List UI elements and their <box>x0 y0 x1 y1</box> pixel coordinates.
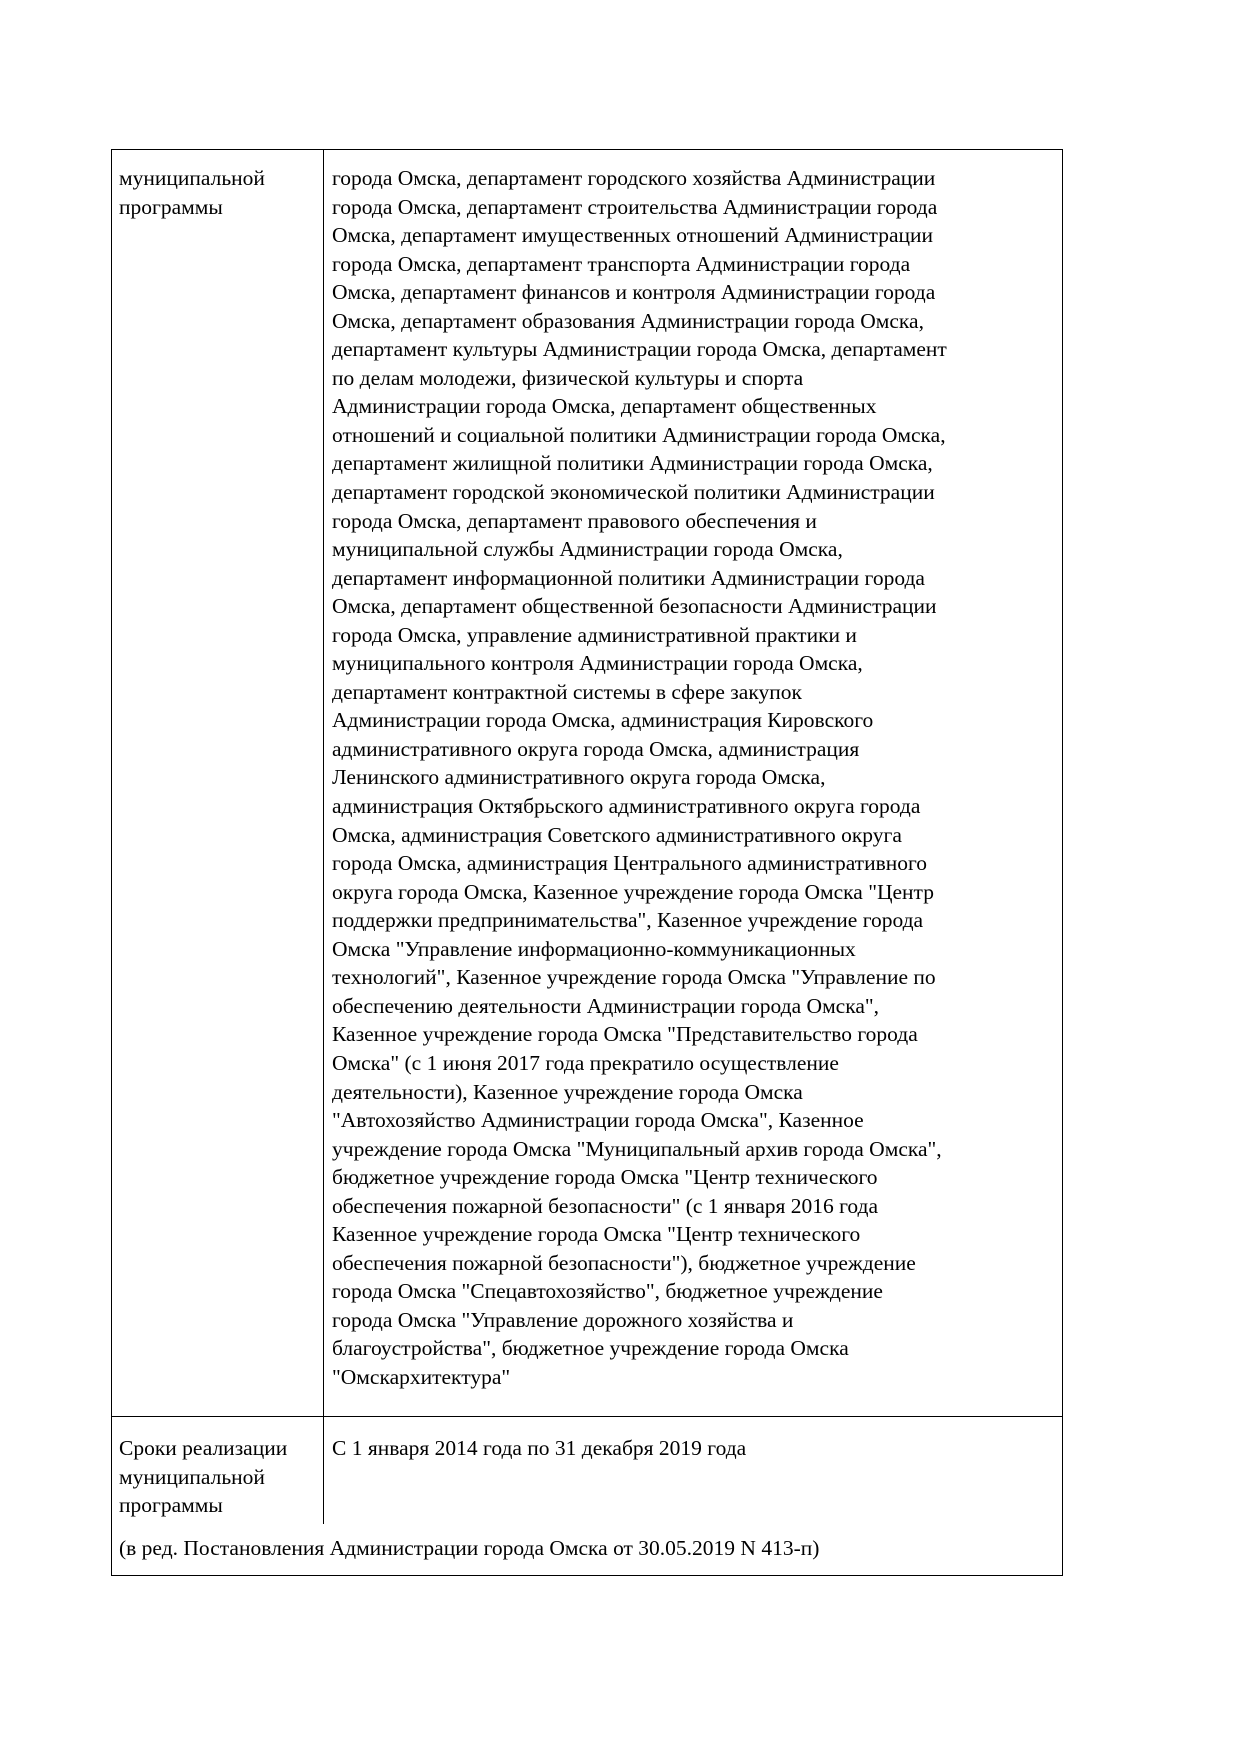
terms-label-line: Сроки реализации <box>119 1436 288 1460</box>
executors-text-line: города Омска, администрация Центрального административного <box>332 851 928 876</box>
executors-text-line: департамент городской экономической политики Администрации <box>332 480 935 505</box>
executors-label-line: программы <box>119 194 223 219</box>
executors-text-line: Администрации города Омска, департамент общественных <box>332 394 877 419</box>
executors-text-line: округа города Омска, Казенное учреждение города Омска "Центр <box>332 879 934 904</box>
executors-text-line: бюджетное учреждение города Омска "Центр технического <box>332 1165 878 1190</box>
executors-text-line: Казенное учреждение города Омска "Представительство города <box>332 1022 918 1047</box>
executors-text-line: по делам молодежи, физической культуры и спорта <box>332 365 804 390</box>
terms-text-cell <box>332 1434 1054 1463</box>
executors-text-line: отношений и социальной политики Администрации города Омска, <box>332 422 946 447</box>
executors-text-line: города Омска "Управление дорожного хозяйства и <box>332 1307 794 1332</box>
executors-text-line: Омска" (с 1 июня 2017 года прекратило осуществление <box>332 1050 839 1075</box>
executors-text-line: технологий", Казенное учреждение города Омска "Управление по <box>332 965 936 990</box>
executors-text-line: поддержки предпринимательства", Казенное учреждение города <box>332 908 924 933</box>
executors-text-line: Омска "Управление информационно-коммуникационных <box>332 936 856 961</box>
executors-text-line: Ленинского административного округа города Омска, <box>332 765 826 790</box>
executors-text-line: департамент культуры Администрации города Омска, департамент <box>332 337 947 362</box>
executors-label-line: муниципальной <box>119 166 265 190</box>
executors-text-line: города Омска, департамент транспорта Администрации города <box>332 251 911 276</box>
executors-text-line: благоустройства", бюджетное учреждение города Омска <box>332 1336 849 1361</box>
executors-text-line: Омска, департамент имущественных отношений Администрации <box>332 223 934 248</box>
executors-text-line: учреждение города Омска "Муниципальный архив города Омска", <box>332 1136 942 1161</box>
executors-text-line: Омска, департамент финансов и контроля Администрации города <box>332 280 936 305</box>
executors-text-line: Омска, администрация Советского административного округа <box>332 822 902 847</box>
executors-text-line: города Омска, департамент строительства Администрации города <box>332 194 938 219</box>
executors-text-line: города Омска, департамент городского хозяйства Администрации <box>332 166 936 190</box>
table-row-executors <box>112 150 1062 1417</box>
executors-text-line: обеспечения пожарной безопасности"), бюджетное учреждение <box>332 1250 916 1275</box>
edition-note: (в ред. Постановления Администрации города Омска от 30.05.2019 N 413-п) <box>119 1536 820 1560</box>
executors-text-line: города Омска, департамент правового обеспечения и <box>332 508 817 533</box>
table-row-terms <box>112 1416 1062 1524</box>
executors-text-line: Омска, департамент образования Администрации города Омска, <box>332 308 924 333</box>
executors-text-line: Омска, департамент общественной безопасности Администрации <box>332 594 937 619</box>
terms-label-line: программы <box>119 1493 223 1517</box>
executors-text-line: администрация Октябрьского административного округа города <box>332 794 921 819</box>
terms-text: С 1 января 2014 года по 31 декабря 2019 года <box>332 1436 747 1460</box>
executors-text-line: Казенное учреждение города Омска "Центр технического <box>332 1222 861 1247</box>
executors-text-line: департамент контрактной системы в сфере закупок <box>332 679 802 704</box>
executors-text-line: "Автохозяйство Администрации города Омска", Казенное <box>332 1108 864 1133</box>
executors-label-cell <box>119 164 317 221</box>
terms-label-line: муниципальной <box>119 1464 265 1489</box>
executors-text-line: обеспечению деятельности Администрации города Омска", <box>332 993 880 1018</box>
terms-label-cell <box>119 1434 317 1520</box>
executors-text-line: Администрации города Омска, администрация Кировского <box>332 708 874 733</box>
executors-text-line: департамент жилищной политики Администрации города Омска, <box>332 451 933 476</box>
executors-text-line: деятельности), Казенное учреждение города Омска <box>332 1079 803 1104</box>
executors-text-line: департамент информационной политики Администрации города <box>332 565 925 590</box>
executors-text-line: города Омска, управление административной практики и <box>332 622 857 647</box>
executors-text-line: муниципальной службы Администрации города Омска, <box>332 537 843 562</box>
table-row-note <box>112 1524 1062 1575</box>
executors-text-line: административного округа города Омска, администрация <box>332 736 860 761</box>
program-passport-table <box>111 149 1063 1576</box>
executors-text-cell <box>332 164 1054 1392</box>
executors-text-line: "Омскархитектура" <box>332 1364 511 1389</box>
executors-text-line: города Омска "Спецавтохозяйство", бюджетное учреждение <box>332 1279 883 1304</box>
executors-text-line: обеспечения пожарной безопасности" (с 1 января 2016 года <box>332 1193 879 1218</box>
executors-text-line: муниципального контроля Администрации города Омска, <box>332 651 863 676</box>
